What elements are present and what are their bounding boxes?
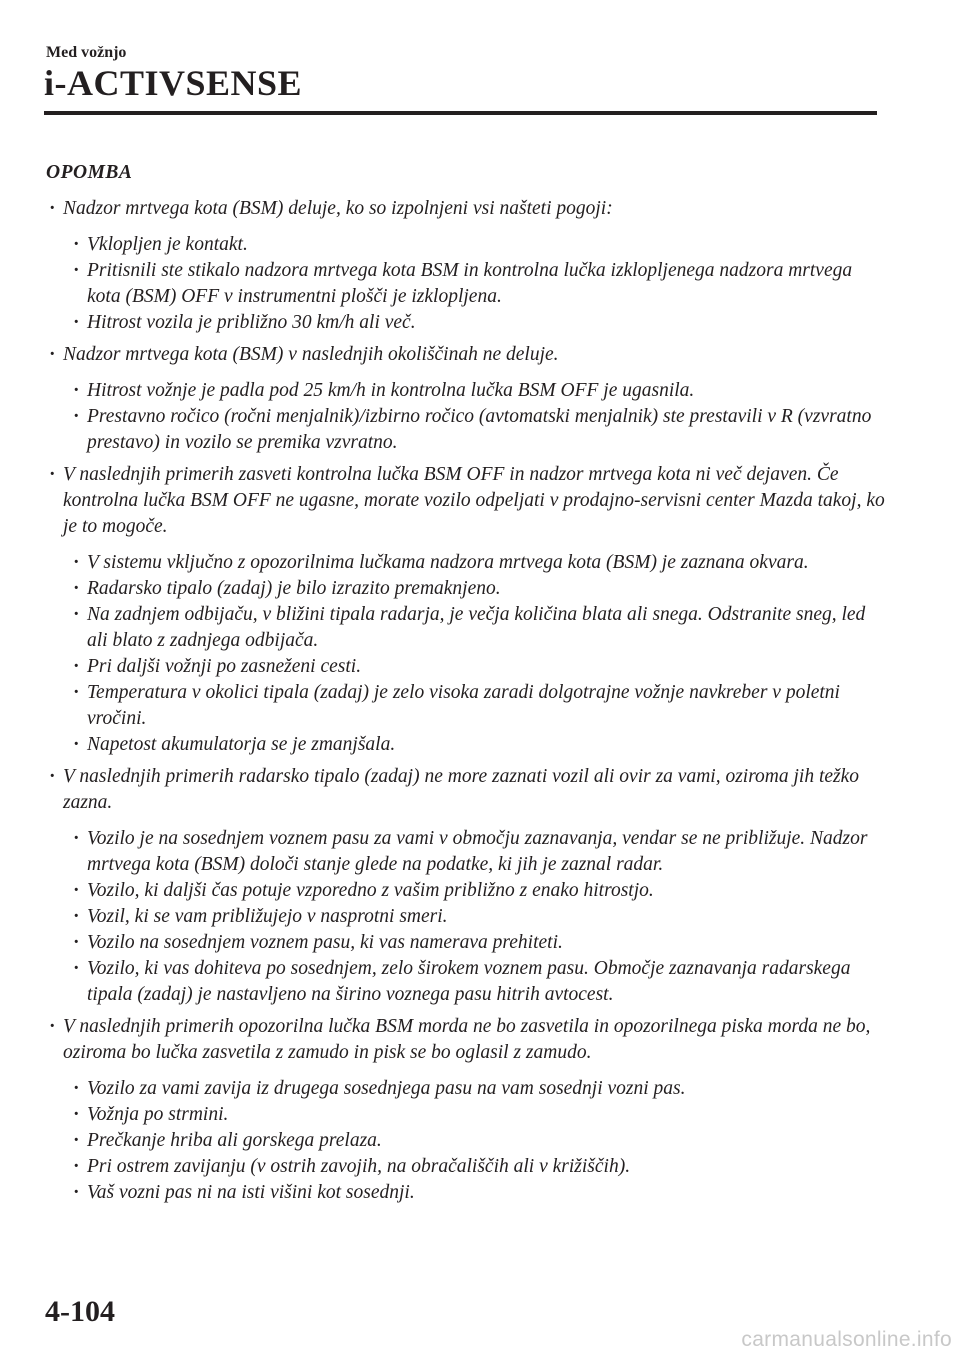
chapter-title: i-ACTIVSENSE (44, 63, 303, 103)
note-subitem: · Prečkanje hriba ali gorskega prelaza. (70, 1128, 886, 1154)
watermark: carmanualsonline.info (741, 1328, 952, 1351)
note-sublist (46, 550, 886, 758)
note-group (46, 462, 886, 758)
note-groups (46, 196, 886, 1206)
note-subitem: · Na zadnjem odbijaču, v bližini tipala radarja, je večja količina blata ali snega. Odstranite sneg, led ali blato z zadnjega odbijača. (70, 602, 886, 654)
note-subitem: · Prestavno ročico (ročni menjalnik)/izbirno ročico (avtomatski menjalnik) ste prestavili v R (vzvratno prestavo) in vozilo se premika vzvratno. (70, 404, 886, 456)
note-sublist (46, 1076, 886, 1206)
note-bullet: · V naslednjih primerih zasveti kontrolna lučka BSM OFF in nadzor mrtvega kota ni več dejaven. Če kontrolna lučka BSM OFF ne ugasne, morate vozilo odpeljati v prodajno-servisni center Mazda takoj, ko je to mogoče. (46, 462, 886, 540)
note-subitem: · Vklopljen je kontakt. (70, 232, 886, 258)
note-sublist (46, 232, 886, 336)
note-sublist (46, 378, 886, 456)
note-group (46, 196, 886, 336)
note-group (46, 342, 886, 456)
note-group (46, 764, 886, 1008)
note-group (46, 1014, 886, 1206)
note-subitem: · Vozilo za vami zavija iz drugega sosednjega pasu na vam sosednji vozni pas. (70, 1076, 886, 1102)
page-number: 4-104 (45, 1295, 115, 1328)
note-subitem: · Vozilo, ki vas dohiteva po sosednjem, zelo širokem voznem pasu. Območje zaznavanja radarskega tipala (zadaj) je nastavljeno na širino voznega pasu hitrih avtocest. (70, 956, 886, 1008)
header-rule (44, 111, 877, 115)
note-subitem: · Hitrost vozila je približno 30 km/h ali več. (70, 310, 886, 336)
note-bullet: · Nadzor mrtvega kota (BSM) v naslednjih okoliščinah ne deluje. (46, 342, 886, 368)
note-bullet: · Nadzor mrtvega kota (BSM) deluje, ko so izpolnjeni vsi našteti pogoji: (46, 196, 886, 222)
note-subitem: · Pritisnili ste stikalo nadzora mrtvega kota BSM in kontrolna lučka izklopljenega nadzora mrtvega kota (BSM) OFF v instrumentni plošči je izklopljena. (70, 258, 886, 310)
note-subitem: · Napetost akumulatorja se je zmanjšala. (70, 732, 886, 758)
note-sublist (46, 826, 886, 1008)
note-subitem: · Vozilo na sosednjem voznem pasu, ki vas namerava prehiteti. (70, 930, 886, 956)
note-subitem: · Pri ostrem zavijanju (v ostrih zavojih, na obračališčih ali v križiščih). (70, 1154, 886, 1180)
note-subitem: · Temperatura v okolici tipala (zadaj) je zelo visoka zaradi dolgotrajne vožnje navkreber v poletni vročini. (70, 680, 886, 732)
note-subitem: · Vozilo je na sosednjem voznem pasu za vami v območju zaznavanja, vendar se ne približuje. Nadzor mrtvega kota (BSM) določi stanje glede na podatke, ki jih je zaznal radar. (70, 826, 886, 878)
note-content (46, 160, 886, 1206)
note-subitem: · Radarsko tipalo (zadaj) je bilo izrazito premaknjeno. (70, 576, 886, 602)
note-subitem: · Vožnja po strmini. (70, 1102, 886, 1128)
note-subitem: · Pri daljši vožnji po zasneženi cesti. (70, 654, 886, 680)
note-subitem: · V sistemu vključno z opozorilnima lučkama nadzora mrtvega kota (BSM) je zaznana okvara. (70, 550, 886, 576)
note-subitem: · Hitrost vožnje je padla pod 25 km/h in kontrolna lučka BSM OFF je ugasnila. (70, 378, 886, 404)
note-heading: OPOMBA (46, 162, 133, 183)
note-subitem: · Vozil, ki se vam približujejo v nasprotni smeri. (70, 904, 886, 930)
section-label: Med vožnjo (46, 44, 127, 61)
note-subitem: · Vaš vozni pas ni na isti višini kot sosednji. (70, 1180, 886, 1206)
note-subitem: · Vozilo, ki daljši čas potuje vzporedno z vašim približno z enako hitrostjo. (70, 878, 886, 904)
note-bullet: · V naslednjih primerih opozorilna lučka BSM morda ne bo zasvetila in opozorilnega piska morda ne bo, oziroma bo lučka zasvetila z zamudo in pisk se bo oglasil z zamudo. (46, 1014, 886, 1066)
note-bullet: · V naslednjih primerih radarsko tipalo (zadaj) ne more zaznati vozil ali ovir za vami, oziroma jih težko zazna. (46, 764, 886, 816)
